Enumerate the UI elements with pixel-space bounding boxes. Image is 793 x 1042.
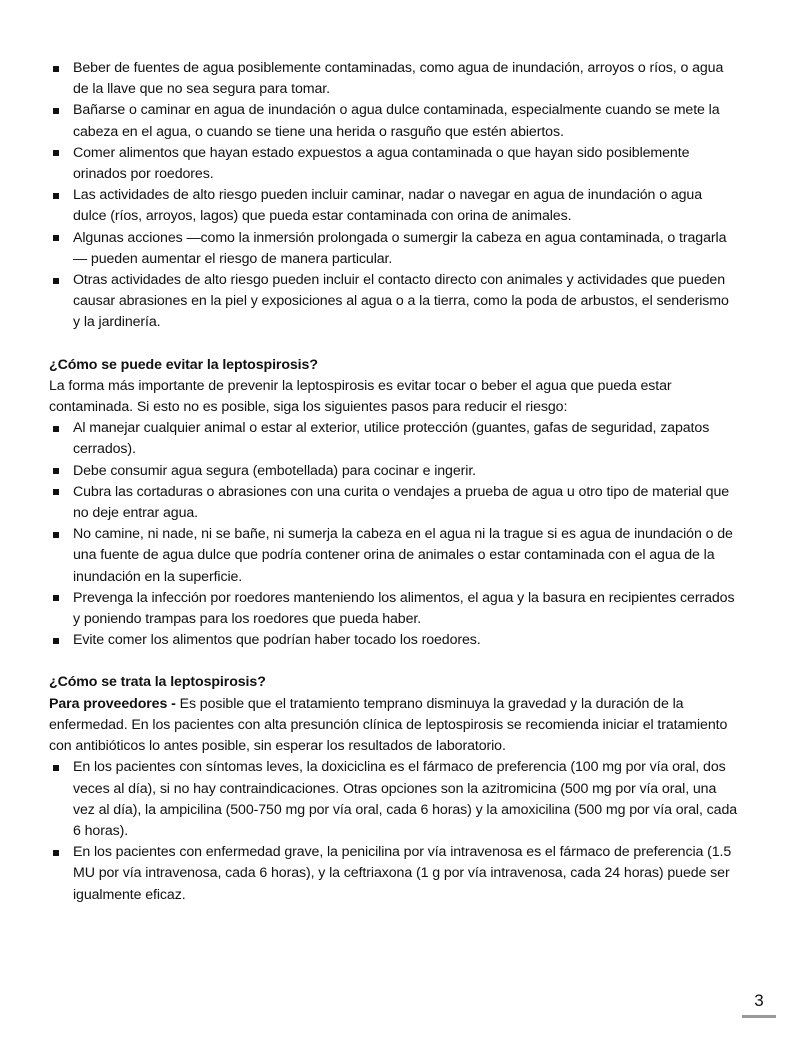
list-item-text: Bañarse o caminar en agua de inundación o agua dulce contaminada, especialmente cuando se mete la cabeza en el agua, o cuando se tiene una herida o rasguño que estén abiertos.: [73, 102, 720, 140]
list-item: [49, 461, 739, 482]
list-item-text: Al manejar cualquier animal o estar al exterior, utilice protección (guantes, gafas de seguridad, zapatos cerrados).: [73, 420, 710, 458]
prevention-list: [49, 418, 739, 651]
providers-label: Para proveedores -: [49, 695, 176, 712]
square-bullet-icon: [53, 532, 59, 538]
prevention-heading: ¿Cómo se puede evitar la leptospirosis?: [49, 356, 318, 373]
list-item-text: Comer alimentos que hayan estado expuestos a agua contaminada o que hayan sido posiblemente orinados por roedores.: [73, 144, 690, 183]
square-bullet-icon: [53, 638, 59, 644]
prevention-intro: La forma más importante de prevenir la leptospirosis es evitar tocar o beber el agua que pueda estar contaminada. Si esto no es posible, siga los siguientes pasos para reducir el riesgo:: [49, 377, 672, 416]
square-bullet-icon: [53, 765, 59, 771]
square-bullet-icon: [53, 468, 59, 474]
list-item: [49, 418, 739, 460]
square-bullet-icon: [53, 426, 59, 432]
document-content: [49, 58, 739, 906]
list-item: [49, 228, 739, 270]
prevention-section: [49, 355, 739, 652]
treatment-section: [49, 672, 739, 905]
list-item: [49, 270, 739, 334]
treatment-heading: ¿Cómo se trata la leptospirosis?: [49, 674, 266, 691]
list-item: [49, 100, 739, 142]
list-item-text: Beber de fuentes de agua posiblemente contaminadas, como agua de inundación, arroyos o ríos, o agua de la llave que no sea segura para tomar.: [73, 60, 724, 98]
square-bullet-icon: [53, 489, 59, 495]
list-item-text: Las actividades de alto riesgo pueden incluir caminar, nadar o navegar en agua de inundación o agua dulce (ríos, arroyos, lagos) que pueda estar contaminada con orina de animales.: [73, 187, 702, 225]
list-item: [49, 482, 739, 524]
square-bullet-icon: [53, 235, 59, 241]
square-bullet-icon: [53, 193, 59, 199]
risk-activities-list: [49, 58, 739, 334]
list-item-text: En los pacientes con síntomas leves, la doxiciclina es el fármaco de preferencia (100 mg por vía oral, dos veces al día), si no hay contraindicaciones. Otras opciones son la azitromicina (500 mg por vía oral, una vez al día), la ampicilina (500-750 mg por vía oral, cada 6 horas) y la amoxicilina (500 mg por vía oral, cada 6 horas).: [73, 759, 738, 839]
list-item: [49, 58, 739, 100]
list-item: [49, 185, 739, 227]
treatment-list: [49, 757, 739, 905]
list-item: [49, 524, 739, 588]
list-item: [49, 588, 739, 630]
square-bullet-icon: [53, 150, 59, 156]
providers-text: Es posible que el tratamiento temprano disminuya la gravedad y la duración de la enfermedad. En los pacientes con alta presunción clínica de leptospirosis se recomienda iniciar el tratamiento con antibióticos lo antes posible, sin esperar los resultados de laboratorio.: [49, 695, 728, 755]
square-bullet-icon: [53, 850, 59, 856]
treatment-providers-paragraph: [49, 694, 739, 758]
square-bullet-icon: [53, 66, 59, 72]
list-item-text: Algunas acciones —como la inmersión prolongada o sumergir la cabeza en agua contaminada, o tragarla— pueden aumentar el riesgo de manera particular.: [73, 229, 727, 267]
list-item: [49, 757, 739, 842]
list-item: [49, 842, 739, 906]
list-item-text: Otras actividades de alto riesgo pueden incluir el contacto directo con animales y actividades que pueden causar abrasiones en la piel y exposiciones al agua o a la tierra, como la poda de arbustos, el senderismo y la jardinería.: [73, 272, 729, 331]
list-item: [49, 630, 739, 651]
list-item-text: Prevenga la infección por roedores manteniendo los alimentos, el agua y la basura en recipientes cerrados y poniendo trampas para los roedores que pueda haber.: [73, 589, 735, 628]
square-bullet-icon: [53, 595, 59, 601]
list-item-text: No camine, ni nade, ni se bañe, ni sumerja la cabeza en el agua ni la trague si es agua de inundación o de una fuente de agua dulce que podría contener orina de animales o estar contaminada con el agua de la inundación en la superficie.: [73, 526, 733, 585]
list-item-text: Cubra las cortaduras o abrasiones con una curita o vendajes a prueba de agua u otro tipo de material que no deje entrar agua.: [73, 483, 730, 522]
square-bullet-icon: [53, 108, 59, 114]
page-number-rule: [742, 1015, 776, 1018]
list-item-text: Evite comer los alimentos que podrían haber tocado los roedores.: [73, 632, 481, 649]
list-item: [49, 143, 739, 185]
list-item-text: Debe consumir agua segura (embotellada) para cocinar e ingerir.: [73, 462, 476, 479]
square-bullet-icon: [53, 278, 59, 284]
list-item-text: En los pacientes con enfermedad grave, la penicilina por vía intravenosa es el fármaco de preferencia (1.5 MU por vía intravenosa, cada 6 horas), y la ceftriaxona (1 g por vía intravenosa, cada 24 horas) puede ser igualmente eficaz.: [73, 844, 732, 903]
page-number: 3: [754, 991, 764, 1010]
